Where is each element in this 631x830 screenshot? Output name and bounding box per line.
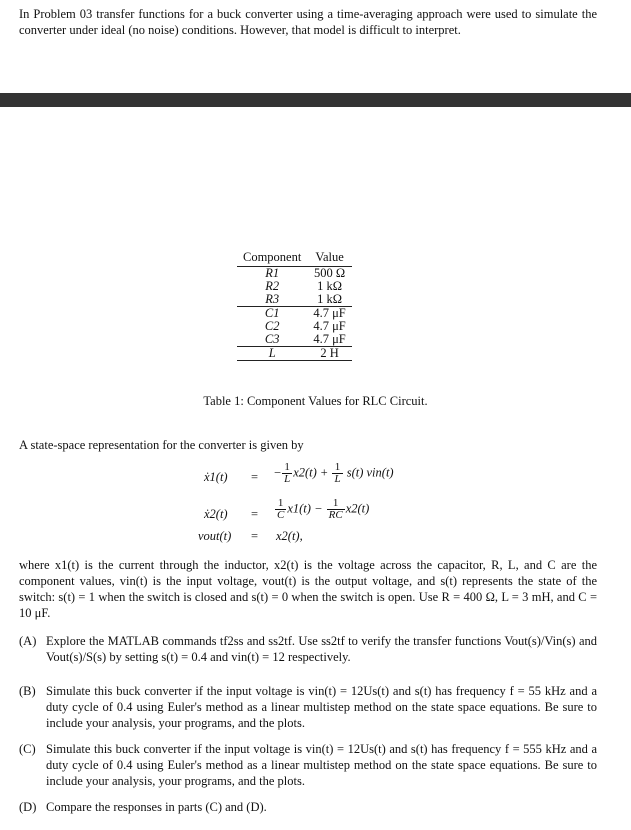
part-b (19, 683, 597, 731)
table-cell-value: 4.7 μF (307, 333, 351, 347)
component-table (237, 251, 352, 361)
fraction-1-over-l: $\frac{1}{L}$ (284, 461, 291, 485)
eq1-equals: = (251, 470, 259, 484)
table-cell-component: C2 (264, 319, 280, 333)
part-c (19, 741, 597, 789)
table-row (237, 333, 352, 347)
fraction-1-over-c: $\frac{1}{C}$ (277, 497, 285, 521)
table-cell-component: C3 (237, 333, 307, 347)
table-row (237, 267, 352, 281)
table-cell-component: R3 (237, 293, 307, 307)
table-cell-value: 1 kΩ (317, 279, 342, 293)
part-a (19, 633, 597, 665)
eq1-rhs: − $\frac{1}{L}$ x2(t) + $\frac{1}{L}$ s(t) vin(t) (274, 461, 394, 485)
fraction-1-over-l: $\frac{1}{L}$ (334, 461, 341, 485)
part-c-text: Simulate this buck converter if the input voltage is vin(t) = 12Us(t) and s(t) has frequency f = 555 kHz and a duty cycle of 0.4 using Euler's method as a linear multistep method on the state space equations. Be sure to include your analysis, your programs, and the plots. (46, 742, 597, 788)
eq3-rhs: x2(t), (276, 529, 303, 543)
table-cell-value: 500 Ω (313, 266, 346, 280)
part-b-label: (B) (19, 684, 36, 698)
eq2-equals: = (251, 507, 259, 521)
equation-2 (204, 507, 228, 522)
part-d (19, 799, 597, 815)
part-d-text: Compare the responses in parts (C) and (D). (46, 800, 267, 814)
table-cell-value: 4.7 μF (313, 319, 346, 333)
equation-1 (204, 470, 228, 485)
table-header-component: Component (237, 251, 307, 267)
eq3-equals: = (251, 529, 259, 543)
part-a-label: (A) (19, 634, 37, 648)
part-a-text: Explore the MATLAB commands tf2ss and ss2tf. Use ss2tf to verify the transfer functions Vout(s)/Vin(s) and Vout(s)/S(s) by setting s(t) = 0.4 and vin(t) = 12 respectively. (46, 634, 597, 664)
state-space-intro: A state-space representation for the converter is given by (19, 438, 304, 452)
table-header-row (237, 251, 352, 267)
table-cell-value: 4.7 μF (313, 306, 346, 320)
table-header-value: Value (307, 251, 351, 267)
part-b-text: Simulate this buck converter if the input voltage is vin(t) = 12Us(t) and s(t) has frequency f = 55 kHz and a duty cycle of 0.4 using Euler's method as a linear multistep method on the state space equations. Be sure to include your analysis, your programs, and the plots. (46, 684, 597, 730)
table-cell-value: 2 H (307, 347, 351, 361)
table-row (237, 307, 352, 321)
table-row (237, 347, 352, 361)
eq1-lhs: ẋ1(t) (204, 470, 228, 484)
table-cell-component: R1 (265, 266, 280, 280)
equation-3 (198, 529, 231, 544)
part-c-label: (C) (19, 742, 36, 756)
intro-paragraph: In Problem 03 transfer functions for a buck converter using a time-averaging approach were used to simulate the converter under ideal (no noise) conditions. However, that model is difficult to interpret. (19, 7, 597, 37)
table-cell-component: C1 (264, 306, 280, 320)
table-cell-component: L (237, 347, 307, 361)
table-caption: Table 1: Component Values for RLC Circuit. (203, 394, 428, 408)
fraction-1-over-rc: $\frac{1}{RC}$ (328, 497, 343, 521)
table-cell-component: R2 (265, 279, 280, 293)
table-row (237, 293, 352, 307)
part-d-label: (D) (19, 800, 37, 814)
eq2-rhs: $\frac{1}{C}$ x1(t) − $\frac{1}{RC}$ x2(t) (277, 497, 370, 521)
eq3-lhs: vout(t) (198, 529, 232, 543)
eq2-lhs: ẋ2(t) (204, 507, 228, 521)
table-cell-value: 1 kΩ (307, 293, 351, 307)
where-paragraph: where x1(t) is the current through the inductor, x2(t) is the voltage across the capacitor, R, L, and C are the component values, vin(t) is the input voltage, vout(t) is the output voltage, and s(t) represents the state of the switch: s(t) = 1 when the switch is closed and s(t) = 0 when the switch is open. Use R = 400 Ω, L = 3 mH, and C = 10 μF. (19, 558, 597, 620)
dark-divider-bar (0, 93, 631, 107)
